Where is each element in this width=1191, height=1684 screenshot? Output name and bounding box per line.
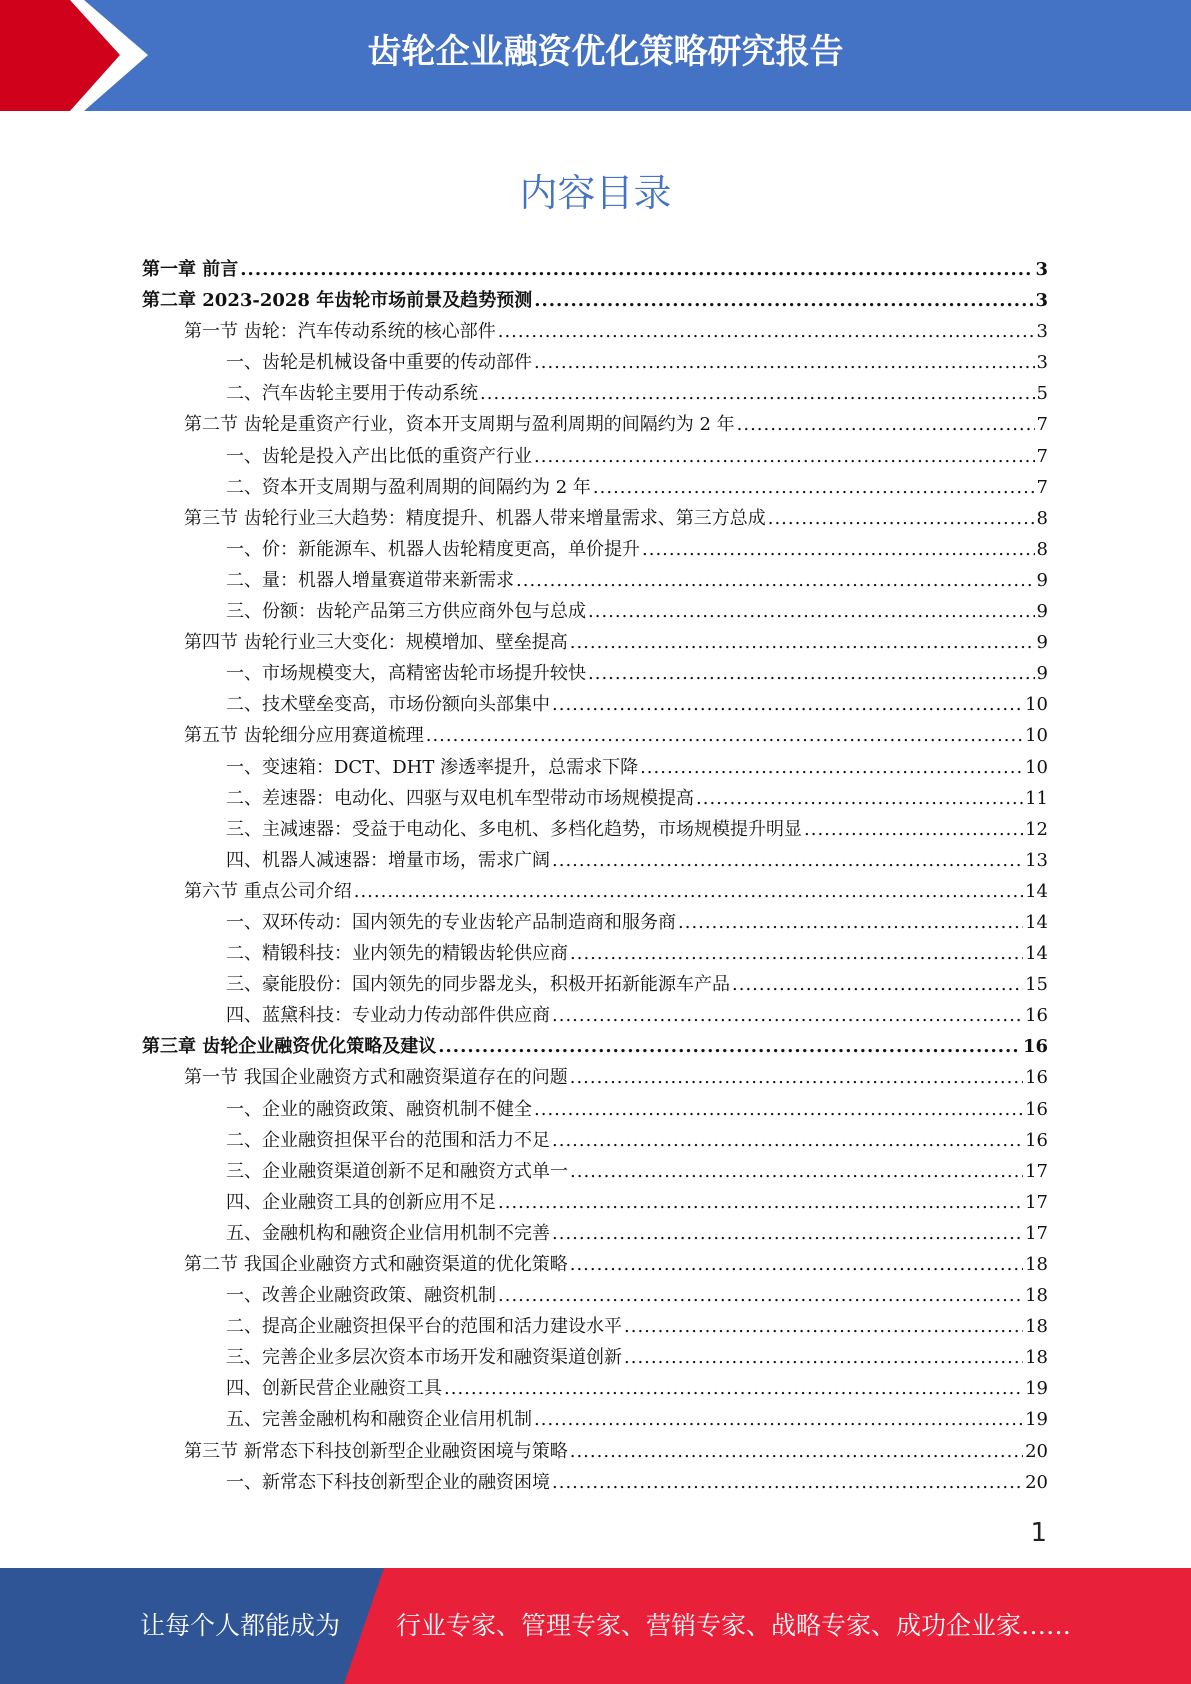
page-header [0, 0, 1191, 111]
toc-entry-title: 三、企业融资渠道创新不足和融资方式单一 [226, 1160, 568, 1182]
toc-dot-leader [552, 1467, 1023, 1498]
toc-dot-leader [624, 1311, 1023, 1342]
toc-dot-leader [678, 907, 1023, 938]
toc-entry-title: 二、量：机器人增量赛道带来新需求 [226, 569, 514, 591]
toc-entry-page: 12 [1025, 818, 1048, 840]
toc-entry[interactable] [142, 814, 1048, 845]
toc-entry-page: 11 [1025, 787, 1048, 809]
toc-entry-page: 10 [1025, 725, 1048, 747]
toc-entry-page: 20 [1025, 1440, 1048, 1462]
toc-entry-page: 3 [1036, 321, 1048, 343]
toc-dot-leader [642, 534, 1035, 565]
toc-dot-leader [480, 378, 1035, 409]
toc-entry[interactable] [142, 316, 1048, 347]
toc-dot-leader [498, 316, 1035, 347]
toc-entry-title: 第三节 齿轮行业三大趋势：精度提升、机器人带来增量需求、第三方总成 [184, 507, 766, 529]
toc-entry[interactable] [142, 596, 1048, 627]
toc-entry-page: 16 [1025, 1098, 1048, 1120]
toc-entry-title: 一、市场规模变大，高精密齿轮市场提升较快 [226, 663, 586, 685]
toc-entry-title: 三、完善企业多层次资本市场开发和融资渠道创新 [226, 1347, 622, 1369]
toc-entry-title: 一、双环传动：国内领先的专业齿轮产品制造商和服务商 [226, 911, 676, 933]
toc-entry-title: 三、主减速器：受益于电动化、多电机、多档化趋势，市场规模提升明显 [226, 818, 802, 840]
toc-entry-page: 3 [1036, 352, 1048, 374]
toc-dot-leader [588, 596, 1035, 627]
toc-entry-page: 16 [1022, 1036, 1048, 1058]
toc-entry[interactable] [142, 472, 1048, 503]
toc-dot-leader [552, 845, 1023, 876]
toc-entry-title: 第二节 齿轮是重资产行业，资本开支周期与盈利周期的间隔约为 2 年 [184, 414, 735, 436]
toc-entry-title: 第一章 前言 [142, 259, 239, 280]
toc-entry-page: 18 [1025, 1316, 1048, 1338]
page-footer [0, 1568, 1191, 1684]
toc-entry[interactable] [142, 254, 1048, 285]
toc-dot-leader [534, 285, 1033, 316]
toc-dot-leader [498, 1187, 1023, 1218]
toc-entry-title: 四、蓝黛科技：专业动力传动部件供应商 [226, 1005, 550, 1027]
toc-entry-title: 一、改善企业融资政策、融资机制 [226, 1285, 496, 1307]
toc-entry-title: 五、完善金融机构和融资企业信用机制 [226, 1409, 532, 1431]
toc-entry-page: 15 [1025, 974, 1048, 996]
toc-entry-title: 二、资本开支周期与盈利周期的间隔约为 2 年 [226, 476, 591, 498]
toc-dot-leader [804, 814, 1023, 845]
toc-entry-page: 10 [1025, 756, 1048, 778]
toc-dot-leader [593, 472, 1035, 503]
toc-dot-leader [438, 1031, 1021, 1062]
toc-entry-title: 五、金融机构和融资企业信用机制不完善 [226, 1222, 550, 1244]
toc-dot-leader [588, 658, 1035, 689]
toc-entry[interactable] [142, 565, 1048, 596]
toc-entry-page: 7 [1036, 414, 1048, 436]
toc-entry-page: 20 [1025, 1471, 1048, 1493]
toc-dot-leader [570, 938, 1023, 969]
toc-dot-leader [768, 503, 1035, 534]
toc-entry-page: 8 [1036, 507, 1048, 529]
toc-entry[interactable] [142, 1404, 1048, 1435]
toc-entry[interactable] [142, 441, 1048, 472]
toc-entry[interactable] [142, 845, 1048, 876]
toc-dot-leader [498, 1280, 1023, 1311]
toc-entry[interactable] [142, 1218, 1048, 1249]
toc-entry[interactable] [142, 658, 1048, 689]
toc-entry-title: 四、机器人减速器：增量市场，需求广阔 [226, 849, 550, 871]
footer-slogan-left: 让每个人都能成为 [140, 1611, 341, 1640]
toc-dot-leader [570, 1436, 1023, 1467]
toc-entry-page: 16 [1025, 1067, 1048, 1089]
toc-entry[interactable] [142, 689, 1048, 720]
toc-entry-page: 14 [1025, 880, 1048, 902]
toc-entry[interactable] [142, 1187, 1048, 1218]
toc-dot-leader [732, 969, 1023, 1000]
toc-entry-page: 9 [1036, 663, 1048, 685]
toc-dot-leader [240, 254, 1033, 285]
toc-entry-page: 13 [1025, 849, 1048, 871]
toc-entry-title: 第四节 齿轮行业三大变化：规模增加、壁垒提高 [184, 632, 568, 654]
toc-entry[interactable] [142, 720, 1048, 751]
toc-entry-title: 二、精锻科技：业内领先的精锻齿轮供应商 [226, 943, 568, 965]
toc-dot-leader [570, 627, 1035, 658]
toc-entry-title: 第一节 我国企业融资方式和融资渠道存在的问题 [184, 1067, 568, 1089]
toc-entry-page: 18 [1025, 1254, 1048, 1275]
toc-entry-title: 二、提高企业融资担保平台的范围和活力建设水平 [226, 1316, 622, 1338]
toc-entry-page: 18 [1025, 1347, 1048, 1369]
toc-entry-title: 第三章 齿轮企业融资优化策略及建议 [142, 1036, 437, 1058]
toc-entry-page: 8 [1036, 538, 1048, 560]
toc-entry-title: 一、变速箱：DCT、DHT 渗透率提升，总需求下降 [226, 756, 639, 778]
toc-entry-page: 9 [1036, 601, 1048, 623]
toc-entry-title: 三、份额：齿轮产品第三方供应商外包与总成 [226, 601, 586, 623]
toc-entry-page: 7 [1036, 476, 1048, 498]
table-of-contents [142, 254, 1048, 1498]
toc-dot-leader [570, 1062, 1023, 1093]
toc-dot-leader [534, 441, 1035, 472]
toc-entry[interactable] [142, 1156, 1048, 1187]
toc-entry-page: 14 [1025, 943, 1048, 965]
toc-dot-leader [552, 1125, 1023, 1156]
toc-entry-page: 16 [1025, 1129, 1048, 1151]
toc-entry[interactable] [142, 1280, 1048, 1311]
toc-entry-page: 17 [1025, 1160, 1048, 1182]
toc-heading: 内容目录 [519, 171, 672, 215]
toc-dot-leader [552, 1000, 1023, 1031]
toc-entry-page: 18 [1025, 1285, 1048, 1307]
toc-entry-title: 第一节 齿轮：汽车传动系统的核心部件 [184, 321, 496, 343]
toc-entry-page: 7 [1036, 445, 1048, 467]
toc-entry-title: 四、创新民营企业融资工具 [226, 1378, 442, 1400]
toc-entry-title: 一、齿轮是投入产出比低的重资产行业 [226, 445, 532, 467]
toc-entry-title: 第六节 重点公司介绍 [184, 880, 352, 902]
toc-entry[interactable] [142, 752, 1048, 783]
toc-entry-page: 5 [1036, 383, 1048, 405]
toc-entry-page: 17 [1025, 1222, 1048, 1244]
toc-entry-page: 17 [1025, 1191, 1048, 1213]
toc-entry[interactable] [142, 1467, 1048, 1498]
toc-entry[interactable] [142, 1249, 1048, 1280]
toc-entry[interactable] [142, 1373, 1048, 1404]
toc-entry[interactable] [142, 1094, 1048, 1125]
toc-entry[interactable] [142, 1125, 1048, 1156]
toc-dot-leader [624, 1342, 1023, 1373]
toc-entry-page: 16 [1025, 1005, 1048, 1027]
toc-entry[interactable] [142, 1311, 1048, 1342]
toc-entry-page: 19 [1025, 1378, 1048, 1400]
toc-entry-title: 四、企业融资工具的创新应用不足 [226, 1191, 496, 1213]
toc-entry-page: 9 [1036, 632, 1048, 654]
toc-dot-leader [426, 720, 1023, 751]
toc-dot-leader [570, 1156, 1023, 1187]
toc-entry[interactable] [142, 627, 1048, 658]
toc-entry[interactable] [142, 1342, 1048, 1373]
footer-slogan-right: 行业专家、管理专家、营销专家、战略专家、成功企业家…… [396, 1611, 1072, 1640]
toc-dot-leader [534, 1094, 1023, 1125]
toc-entry[interactable] [142, 938, 1048, 969]
toc-entry-title: 一、新常态下科技创新型企业的融资困境 [226, 1471, 550, 1493]
toc-entry-title: 第三节 新常态下科技创新型企业融资困境与策略 [184, 1440, 568, 1462]
toc-dot-leader [444, 1373, 1023, 1404]
toc-entry[interactable] [142, 409, 1048, 440]
toc-entry-page: 3 [1035, 290, 1048, 312]
toc-entry[interactable] [142, 969, 1048, 1000]
toc-entry[interactable] [142, 907, 1048, 938]
toc-entry-title: 第五节 齿轮细分应用赛道梳理 [184, 725, 424, 747]
toc-dot-leader [534, 1404, 1023, 1435]
toc-entry-title: 第二章 2023-2028 年齿轮市场前景及趋势预测 [142, 290, 533, 312]
toc-entry-title: 三、豪能股份：国内领先的同步器龙头，积极开拓新能源车产品 [226, 974, 730, 996]
toc-entry-title: 一、齿轮是机械设备中重要的传动部件 [226, 352, 532, 374]
toc-entry[interactable] [142, 503, 1048, 534]
toc-dot-leader [737, 409, 1035, 440]
toc-entry-title: 一、价：新能源车、机器人齿轮精度更高，单价提升 [226, 538, 640, 560]
toc-entry-title: 二、汽车齿轮主要用于传动系统 [226, 383, 478, 405]
toc-entry-title: 第二节 我国企业融资方式和融资渠道的优化策略 [184, 1254, 568, 1275]
toc-entry[interactable] [142, 876, 1048, 907]
toc-dot-leader [570, 1249, 1023, 1280]
toc-entry[interactable] [142, 1062, 1048, 1093]
toc-dot-leader [516, 565, 1035, 596]
toc-entry[interactable] [142, 347, 1048, 378]
toc-dot-leader [640, 752, 1023, 783]
toc-entry[interactable] [142, 1436, 1048, 1467]
toc-dot-leader [534, 347, 1035, 378]
page-number: 1 [1030, 1518, 1047, 1548]
toc-dot-leader [552, 1218, 1023, 1249]
toc-entry[interactable] [142, 1000, 1048, 1031]
toc-dot-leader [354, 876, 1023, 907]
toc-entry-title: 二、技术壁垒变高，市场份额向头部集中 [226, 694, 550, 716]
toc-entry[interactable] [142, 534, 1048, 565]
toc-entry-page: 3 [1035, 259, 1048, 280]
toc-entry[interactable] [142, 378, 1048, 409]
report-title: 齿轮企业融资优化策略研究报告 [367, 32, 844, 72]
toc-entry[interactable] [142, 285, 1048, 316]
toc-entry[interactable] [142, 783, 1048, 814]
toc-entry-page: 19 [1025, 1409, 1048, 1431]
toc-entry-title: 一、企业的融资政策、融资机制不健全 [226, 1098, 532, 1120]
toc-entry[interactable] [142, 1031, 1048, 1062]
toc-dot-leader [696, 783, 1023, 814]
toc-entry-page: 14 [1025, 911, 1048, 933]
toc-entry-page: 9 [1036, 569, 1048, 591]
toc-dot-leader [552, 689, 1023, 720]
toc-entry-title: 二、差速器：电动化、四驱与双电机车型带动市场规模提高 [226, 787, 694, 809]
toc-entry-page: 10 [1025, 694, 1048, 716]
toc-entry-title: 二、企业融资担保平台的范围和活力不足 [226, 1129, 550, 1151]
